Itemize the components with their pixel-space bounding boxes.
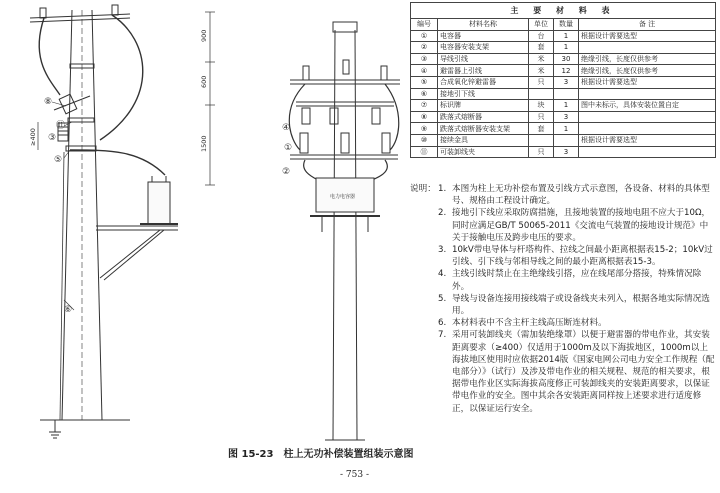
header-num: 编号 [411,19,438,31]
table-row [411,146,716,158]
dimension-line [38,12,215,185]
device-label: 电力电容器 [330,194,356,200]
cell-qty: 3 [554,146,579,158]
note-number: 1. [438,184,447,194]
cell-remark [579,123,716,135]
cell-remark [579,42,716,54]
cell-remark [579,88,716,100]
cell-qty: 12 [554,65,579,77]
cell-unit: 套 [529,123,554,135]
note-number: 4. [438,269,447,280]
table-header-row [411,19,716,31]
callout-8: ⑧ [44,97,53,107]
cell-num: ⑧ [411,111,438,123]
table-row [411,134,716,146]
figure-caption: 图 15-23 柱上无功补偿装置组装示意图 [228,449,414,460]
cell-remark: 根据设计需要选型 [579,76,716,88]
cell-remark: 绝缘引线，长度仅供参考 [579,53,716,65]
middle-arresters [290,133,398,159]
notes-lead [410,317,438,329]
notes-lead [410,244,438,268]
materials-table [410,2,716,158]
note-item [410,183,716,207]
note-text: 10kV带电导体与杆塔构件、拉线之间最小距离根据表15-2；10kV过引线、引下线与邻相导线之间的最小距离根据表15-3。 [452,245,713,268]
table-row [411,30,716,42]
cell-num: ⑤ [411,76,438,88]
jumper-wire [70,150,165,175]
cell-name: 接续金具 [438,134,529,146]
note-text: 主线引线时禁止在主绝缘线引搭，应在线尾部分搭接，特殊情况除外。 [452,269,702,292]
dim-900: 900 [200,29,208,42]
cell-unit: 台 [529,30,554,42]
table-row [411,65,716,77]
notes-lead [410,207,438,244]
capacitor [140,176,178,224]
cell-remark: 绝缘引线，长度仅供参考 [579,65,716,77]
note-text: 本材料表中不含主杆主线高压断连材料。 [452,318,607,329]
table-row [411,76,716,88]
cell-name: 电容器 [438,30,529,42]
dim-1500: 1500 [200,135,208,152]
note-number: 6. [438,318,447,329]
table-row [411,88,716,100]
note-number: 3. [438,245,447,256]
note-item [410,317,716,329]
materials-table-wrap [410,2,716,158]
note-item [410,293,716,317]
table-row [411,53,716,65]
header-qty: 数量 [554,19,579,31]
lead-wire-2 [100,15,143,140]
cell-name: 合成氧化锌避雷器 [438,76,529,88]
table-title: 主 要 材 料 表 [410,2,716,18]
callout-1: ① [284,143,293,153]
callout-6: ⑥ [64,305,73,315]
note-text: 导线与设备连接用接线端子或设备线夹未列入，根据各地实际情况选用。 [452,293,710,317]
cell-name: 电容器安装支架 [438,42,529,54]
note-text: 接地引下线应采取防腐措施，且接地装置的接地电阻不应大于10Ω，同时应满足GB/T 50065-2011《交流电气装置的接地设计规范》中关于接触电压及跨步电压的要求。 [452,208,711,243]
cell-unit [529,88,554,100]
cell-qty: 30 [554,53,579,65]
cell-name: 跌落式熔断器安装支架 [438,123,529,135]
cell-num: ② [411,42,438,54]
cell-num: ④ [411,65,438,77]
left-pole [40,10,130,438]
header-name: 材料名称 [438,19,529,31]
cell-unit: 米 [529,53,554,65]
note-text: 本图为柱上无功补偿布置及引线方式示意图，各设备、材料的具体型号、规格由工程设计确定。 [452,184,710,207]
cell-num: ⑩ [411,134,438,146]
cell-unit: 只 [529,76,554,88]
cell-name: 避雷器上引线 [438,65,529,77]
note-number: 5. [438,293,447,304]
cell-num: ⑥ [411,88,438,100]
middle-crossarm [290,60,400,84]
cell-remark: 根据设计需要选型 [579,30,716,42]
notes-lead [410,329,438,414]
cell-num: ③ [411,53,438,65]
notes-block [410,183,716,415]
cell-num: ⑨ [411,123,438,135]
table-row [411,123,716,135]
cell-qty: 1 [554,123,579,135]
middle-crossarm-2 [296,102,394,124]
cell-num: ① [411,30,438,42]
callout-11: ⑪ [56,121,66,131]
cell-name: 可装卸线夹 [438,146,529,158]
note-item [410,329,716,414]
notes-lead: 说明： [410,184,436,194]
header-remark: 备 注 [579,19,716,31]
note-number: 2. [438,208,447,219]
table-row [411,42,716,54]
middle-capacitor [310,178,380,232]
note-text: 采用可装卸线夹（需加装绝缘罩）以便于避雷器的带电作业，其安装距离要求（≥400）仅适用于1000m及以下海拔地区，1000m以上海拔地区使用时应依据2014版《国家电网公司电力安全工作规程（配电部分）》（试行）及涉及带电作业的相关规程、规范的相关要求，根据带电作业区实际海拔高度修正可装卸线夹的安装距离要求，以保证带电作业的安全。图中其余各安装距离同样按上述要求进行适度修正，以保证运行安全。 [452,330,715,414]
cell-name: 跌落式熔断器 [438,111,529,123]
note-item [410,207,716,244]
cell-qty [554,134,579,146]
notes-lead [410,268,438,292]
cell-num: ⑦ [411,100,438,112]
table-row [411,100,716,112]
cell-unit: 只 [529,111,554,123]
note-item [410,268,716,292]
header-unit: 单位 [529,19,554,31]
cell-qty: 1 [554,30,579,42]
cell-qty: 3 [554,76,579,88]
cell-unit [529,134,554,146]
callout-5: ⑤ [54,155,63,165]
left-crossarm [30,5,130,22]
cell-remark: 图中未标示，具体安装位置自定 [579,100,716,112]
cell-qty: 1 [554,42,579,54]
capacitor-bracket [96,226,178,280]
cell-remark [579,111,716,123]
cell-qty [554,88,579,100]
lead-wire [39,18,60,95]
cell-unit: 套 [529,42,554,54]
cell-remark [579,146,716,158]
cell-qty: 3 [554,111,579,123]
note-item [410,244,716,268]
callout-3: ③ [48,133,57,143]
cell-name: 导线引线 [438,53,529,65]
dim-400: ≥400 [29,128,37,146]
cell-remark: 根据设计需要选型 [579,134,716,146]
cell-name: 标识牌 [438,100,529,112]
note-number: 7. [438,330,447,341]
notes-lead [410,293,438,317]
table-row [411,111,716,123]
callout-2: ② [282,167,291,177]
cell-unit: 块 [529,100,554,112]
cell-unit: 米 [529,65,554,77]
page-number: - 753 - [340,470,369,480]
callout-4: ④ [282,123,291,133]
cell-name: 接地引下线 [438,88,529,100]
cell-unit: 只 [529,146,554,158]
dim-600: 600 [200,75,208,88]
cell-qty: 1 [554,100,579,112]
middle-pole [325,22,365,440]
cell-num: ⑪ [411,146,438,158]
